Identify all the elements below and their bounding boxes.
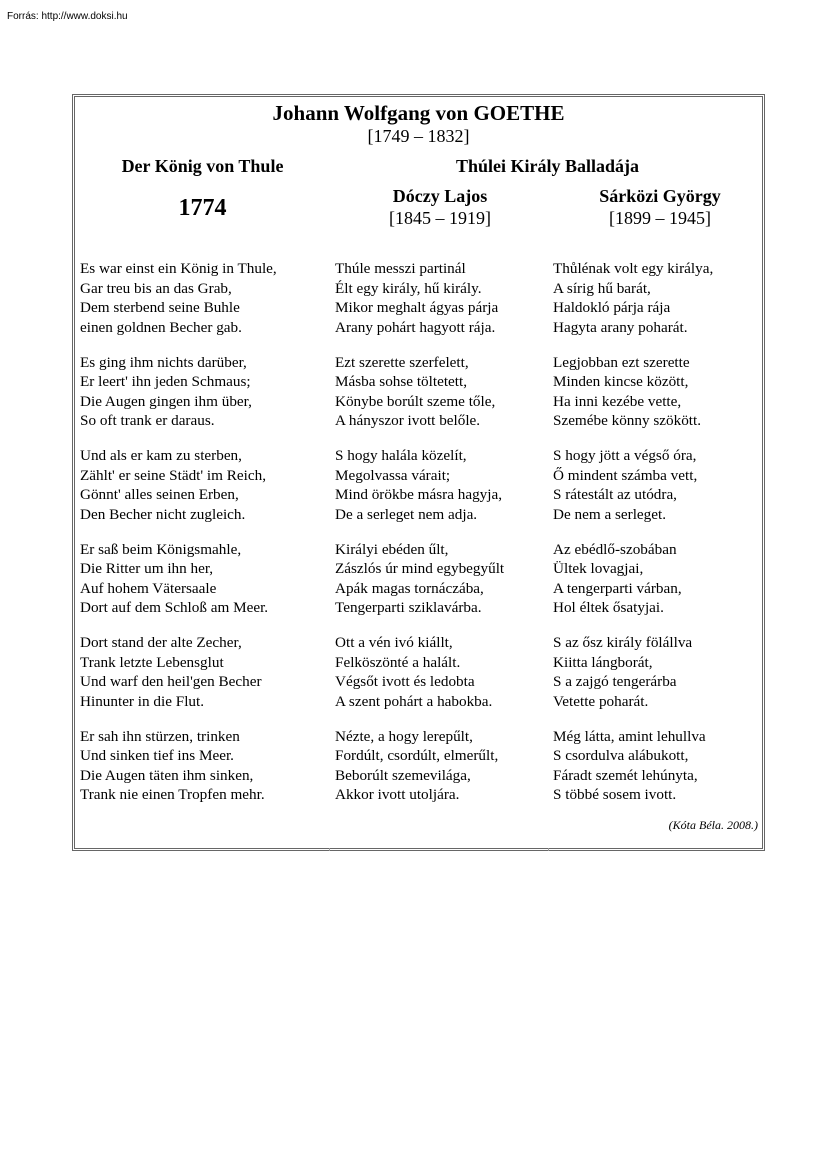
poem-line: Er leert' ihn jeden Schmaus;	[80, 373, 251, 390]
poem-line: Dem sterbend seine Buhle	[80, 299, 240, 316]
stanza	[80, 259, 277, 337]
poem-line: Szemébe könny szökött.	[553, 412, 702, 429]
poem-line: einen goldnen Becher gab.	[80, 318, 242, 336]
poem-line: Zählt' er seine Städt' im Reich,	[80, 466, 266, 484]
poem-line: S csordulva alábukott,	[553, 747, 689, 764]
poem-line: Die Augen täten ihm sinken,	[80, 766, 254, 784]
translator2-name: Sárközi György	[599, 186, 721, 206]
poem-line: Beborúlt szemevilága,	[335, 766, 471, 784]
poem-line: Trank nie einen Tropfen mehr.	[80, 786, 265, 803]
poem-line: Hol éltek ősatyjai.	[553, 599, 664, 616]
poem-line: S hogy jött a végső óra,	[553, 447, 697, 464]
poem-line: Trank letzte Lebensglut	[80, 653, 224, 671]
poem-line: Die Augen gingen ihm über,	[80, 392, 252, 410]
poem-line: Den Becher nicht zugleich.	[80, 505, 246, 523]
stanza	[80, 540, 277, 618]
poem-line: Zászlós úr mind egybegyűlt	[335, 560, 505, 577]
stanza	[80, 633, 277, 711]
poem-line: S többé sosem ivott.	[553, 786, 677, 803]
poem-line: Felköszönté a halált.	[335, 653, 461, 671]
sarkozi-translation-column	[553, 259, 713, 820]
poem-frame	[72, 94, 765, 851]
poem-line: Ott a vén ivó kiállt,	[335, 634, 453, 651]
poem-line: A szent pohárt a habokba.	[335, 692, 493, 710]
stanza	[80, 353, 277, 431]
poem-line: Gar treu bis an das Grab,	[80, 279, 232, 297]
poem-line: Haldokló párja rája	[553, 299, 671, 316]
stanza	[553, 353, 713, 431]
poem-line: Mikor meghalt ágyas párja	[335, 299, 499, 316]
stanza	[553, 727, 713, 805]
poem-line: Legjobban ezt szerette	[553, 353, 690, 371]
poem-line: Élt egy király, hű király.	[335, 279, 482, 297]
poem-line: Királyi ebéden űlt,	[335, 540, 449, 558]
poem-line: Nézte, a hogy lerepűlt,	[335, 727, 473, 745]
stanza	[80, 727, 277, 805]
poem-line: Még látta, amint lehullva	[553, 727, 706, 745]
stanza	[553, 540, 713, 618]
translator1-name: Dóczy Lajos	[392, 186, 488, 206]
poem-line: Könybe borúlt szeme tőle,	[335, 392, 496, 410]
poem-line: Tengerparti sziklavárba.	[335, 599, 482, 616]
poem-line: Fordúlt, csordúlt, elmerűlt,	[335, 747, 499, 764]
credit-note: (Kóta Béla. 2008.)	[668, 818, 758, 832]
poem-line: Thůlénak volt egy királya,	[553, 260, 714, 277]
stanza	[335, 727, 504, 805]
poem-line: Gönnt' alles seinen Erben,	[80, 486, 239, 503]
poem-line: Az ebédlő-szobában	[553, 540, 677, 558]
poem-line: Hagyta arany poharát.	[553, 318, 688, 336]
stanza	[553, 446, 713, 524]
column-divider-mark	[548, 848, 549, 851]
german-title: Der König von Thule	[121, 156, 284, 176]
poem-line: Ő mindent számba vett,	[553, 466, 698, 484]
stanza	[335, 446, 504, 524]
poem-line: Ültek lovagjai,	[553, 560, 644, 577]
translator2-dates: [1899 – 1945]	[609, 208, 711, 228]
stanza	[335, 353, 504, 431]
poem-line: Hinunter in die Flut.	[80, 692, 205, 710]
poem-line: Ha inni kezébe vette,	[553, 392, 682, 410]
stanza	[553, 633, 713, 711]
poem-line: A tengerparti várban,	[553, 579, 682, 597]
poem-line: Ezt szerette szerfelett,	[335, 353, 469, 371]
poem-line: Dort auf dem Schloß am Meer.	[80, 599, 269, 616]
poem-line: A hányszor ivott belőle.	[335, 412, 481, 429]
translator1-dates: [1845 – 1919]	[389, 208, 491, 228]
poem-line: Minden kincse között,	[553, 373, 689, 390]
poem-line: Fáradt szemét lehúnyta,	[553, 766, 698, 784]
poem-line: De nem a serleget.	[553, 505, 667, 523]
poem-line: Arany pohárt hagyott rája.	[335, 318, 496, 336]
poem-line: Es ging ihm nichts darüber,	[80, 353, 247, 371]
poem-line: Und warf den heil'gen Becher	[80, 673, 262, 690]
poem-line: S az ősz király fölállva	[553, 634, 693, 651]
poem-line: Auf hohem Vätersaale	[80, 579, 217, 597]
stanza	[335, 259, 504, 337]
poem-line: Thúle messzi partinál	[335, 260, 466, 277]
german-poem-column	[80, 259, 277, 820]
column-divider-mark	[329, 848, 330, 851]
poem-line: Die Ritter um ihn her,	[80, 560, 214, 577]
poem-line: Und sinken tief ins Meer.	[80, 747, 234, 764]
stanza	[335, 633, 504, 711]
poem-line: Und als er kam zu sterben,	[80, 447, 242, 464]
hungarian-title: Thúlei Király Balladája	[455, 156, 640, 176]
german-year: 1774	[178, 195, 227, 221]
poem-line: S rátestált az utódra,	[553, 486, 677, 503]
poem-line: Es war einst ein König in Thule,	[80, 260, 277, 277]
poem-line: Másba sohse töltetett,	[335, 373, 468, 390]
author-dates: [1749 – 1832]	[367, 126, 470, 146]
poem-line: Végsőt ivott és ledobta	[335, 673, 475, 690]
poem-line: Kiitta lángborát,	[553, 653, 653, 671]
stanza	[553, 259, 713, 337]
poem-line: S a zajgó tengerárba	[553, 673, 677, 690]
author-title: Johann Wolfgang von GOETHE	[272, 101, 565, 125]
poem-line: Er sah ihn stürzen, trinken	[80, 727, 240, 745]
poem-line: So oft trank er daraus.	[80, 412, 215, 429]
poem-line: Mind örökbe másra hagyja,	[335, 486, 503, 503]
stanza	[335, 540, 504, 618]
stanza	[80, 446, 277, 524]
source-label: Forrás: http://www.doksi.hu	[7, 11, 128, 22]
poem-line: S hogy halála közelít,	[335, 447, 467, 464]
poem-line: A sírig hű barát,	[553, 279, 651, 297]
poem-line: Dort stand der alte Zecher,	[80, 634, 242, 651]
poem-line: Vetette poharát.	[553, 692, 649, 710]
poem-line: Megolvassa várait;	[335, 466, 451, 484]
poem-line: Er saß beim Königsmahle,	[80, 540, 242, 558]
poem-line: De a serleget nem adja.	[335, 505, 478, 523]
poem-line: Apák magas tornáczába,	[335, 579, 484, 597]
poem-line: Akkor ivott utoljára.	[335, 786, 460, 803]
doczy-translation-column	[335, 259, 504, 820]
